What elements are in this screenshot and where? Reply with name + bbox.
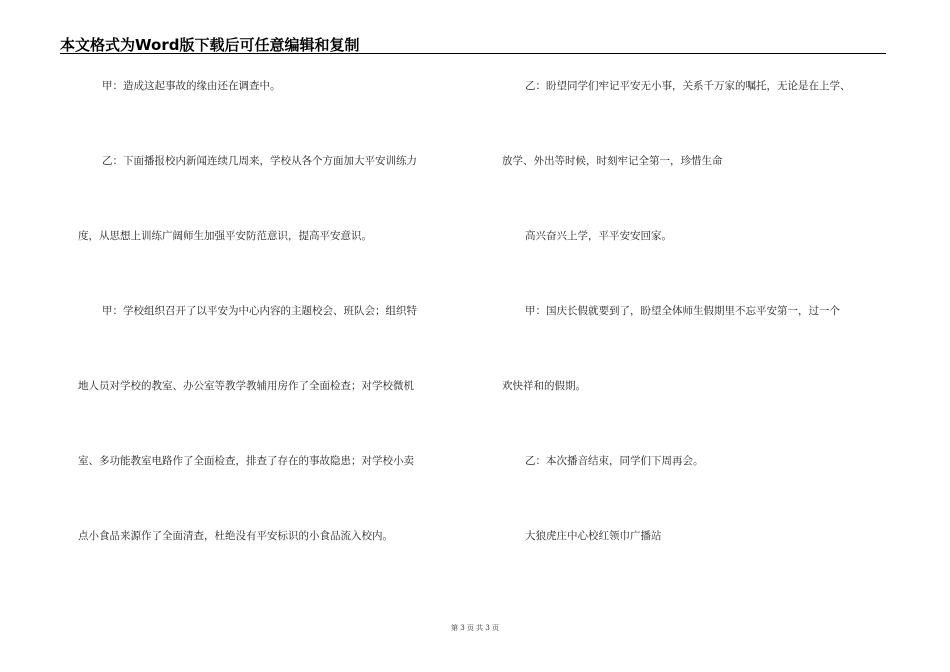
page-number: 第 3 页 共 3 页 [450, 624, 500, 632]
right-line-1: 乙：盼望同学们牢记平安无小事，关系千万家的嘱托，无论是在上学、 [525, 80, 851, 92]
right-line-6: 乙：本次播音结束，同学们下周再会。 [525, 455, 704, 467]
left-line-2: 乙：下面播报校内新闻连续几周来，学校从各个方面加大平安训练力 [102, 155, 417, 167]
right-line-3: 高兴奋兴上学，平平安安回家。 [525, 230, 672, 242]
left-line-3: 度，从思想上训练广阔师生加强平安防范意识，提高平安意识。 [78, 230, 372, 242]
right-line-7: 大狼虎庄中心校红领巾广播站 [525, 530, 662, 542]
left-line-4: 甲：学校组织召开了以平安为中心内容的主题校会、班队会；组织特 [102, 305, 417, 317]
left-line-7: 点小食品来源作了全面清查，杜绝没有平安标识的小食品流入校内。 [78, 530, 393, 542]
left-line-1: 甲：造成这起事故的缘由还在调查中。 [102, 80, 281, 92]
document-header-title: 本文格式为Word版下载后可任意编辑和复制 [60, 36, 360, 54]
right-line-2: 放学、外出等时候，时刻牢记全第一，珍惜生命 [502, 155, 723, 167]
right-line-4: 甲：国庆长假就要到了，盼望全体师生假期里不忘平安第一，过一个 [525, 305, 840, 317]
header-divider [60, 53, 886, 54]
right-line-5: 欢快祥和的假期。 [502, 380, 586, 392]
left-line-5: 地人员对学校的教室、办公室等教学教辅用房作了全面检查；对学校微机 [78, 380, 414, 392]
left-line-6: 室、多功能教室电路作了全面检查，排查了存在的事故隐患；对学校小卖 [78, 455, 414, 467]
